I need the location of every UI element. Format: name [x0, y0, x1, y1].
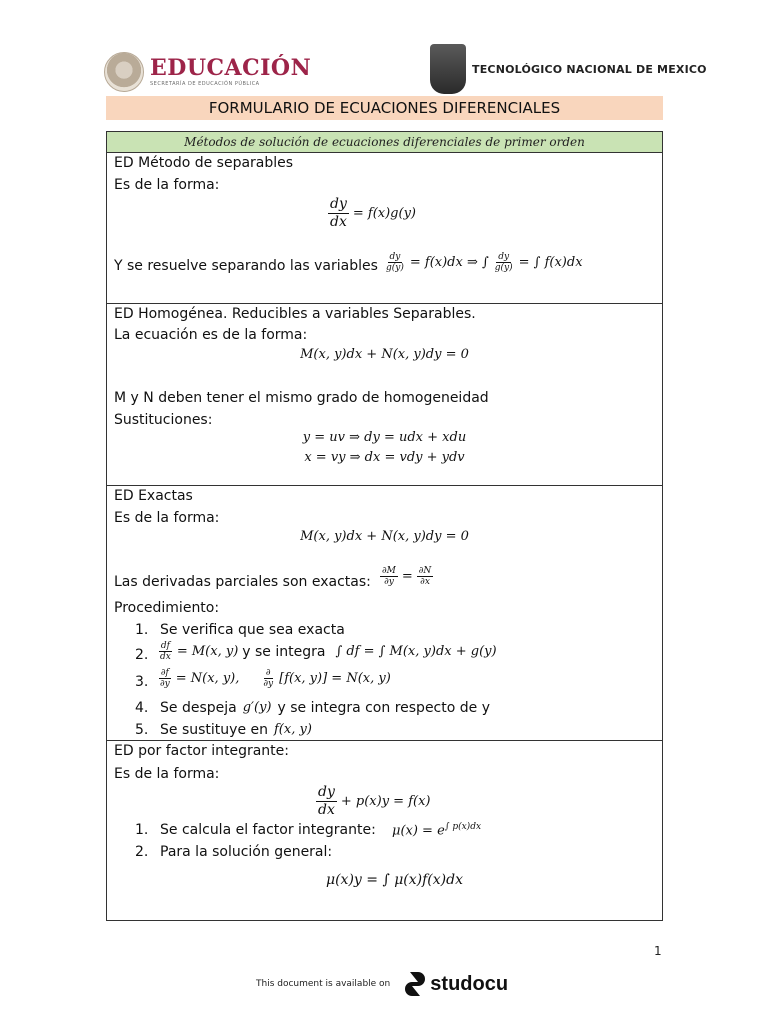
separables-form-label: Es de la forma: — [114, 177, 220, 193]
step-2-eq: = M(x, y) — [176, 644, 239, 659]
separables-heading: ED Método de separables — [114, 155, 294, 171]
fraction-denominator: ∂y — [160, 679, 170, 689]
equation-rhs: = f(x)g(y) — [352, 206, 416, 221]
page-number: 1 — [654, 944, 662, 958]
exactas-heading: ED Exactas — [114, 488, 193, 504]
dy-gy-fraction-2 — [493, 252, 515, 273]
dy-dx-fraction — [316, 784, 337, 819]
fraction-numerator: ∂N — [418, 566, 432, 576]
homogenea-form-label: La ecuación es de la forma: — [114, 327, 308, 343]
list-marker: 3. — [135, 674, 149, 690]
homogenea-subs-label: Sustituciones: — [114, 412, 213, 428]
fraction-numerator: dy — [318, 784, 335, 800]
substitution-2: x = vy ⇒ dx = vdy + ydv — [304, 450, 465, 465]
studocu-mark-icon — [404, 970, 426, 998]
factor-equation — [316, 784, 431, 819]
list-marker: 4. — [135, 700, 149, 716]
substitution-1: y = uv ⇒ dy = udx + xdu — [302, 430, 467, 445]
pM-py-fraction — [380, 566, 398, 587]
dy-gy-fraction — [384, 252, 406, 273]
fraction-numerator: ∂ — [265, 668, 271, 678]
studocu-logo[interactable] — [404, 970, 508, 998]
page-title: FORMULARIO DE ECUACIONES DIFERENCIALES — [106, 96, 663, 120]
exactas-equation: M(x, y)dx + N(x, y)dy = 0 — [300, 529, 469, 544]
step-4-math: g′(y) — [242, 700, 272, 715]
integrating-factor — [392, 822, 481, 838]
list-marker: 1. — [135, 822, 149, 838]
factor-form-label: Es de la forma: — [114, 766, 220, 782]
p-py-fraction — [261, 668, 275, 689]
sep-logo — [104, 52, 311, 92]
pf-py-fraction — [158, 668, 172, 689]
resolution-middle: = f(x)dx ⇒ ∫ — [409, 255, 489, 270]
fraction-denominator: g(y) — [386, 263, 404, 273]
homogenea-note: M y N deben tener el mismo grado de homogeneidad — [114, 390, 489, 406]
tecnm-brand: TECNOLÓGICO NACIONAL DE MEXICO — [472, 62, 707, 76]
fraction-denominator: ∂x — [420, 577, 430, 587]
step-5-text: Se sustituye en — [160, 722, 268, 738]
tecnm-emblem-icon — [430, 44, 466, 94]
fraction-denominator: g(y) — [494, 263, 513, 273]
fraction-denominator: ∂y — [263, 679, 274, 689]
list-marker: 1. — [135, 622, 149, 638]
procedure-label: Procedimiento: — [114, 600, 220, 616]
list-marker: 5. — [135, 722, 149, 738]
general-solution: μ(x)y = ∫ μ(x)f(x)dx — [326, 872, 463, 888]
separables-equation — [328, 196, 416, 231]
fraction-numerator: dy — [389, 252, 401, 262]
footer — [256, 970, 508, 998]
step-5-math: f(x, y) — [274, 722, 312, 737]
resolution-end: = ∫ f(x)dx — [518, 255, 583, 270]
pN-px-fraction — [417, 566, 434, 587]
exactas-form-label: Es de la forma: — [114, 510, 220, 526]
df-dx-fraction — [158, 641, 173, 662]
step-2-integral: ∫ df = ∫ M(x, y)dx + g(y) — [335, 644, 497, 659]
step-2 — [158, 641, 497, 662]
fraction-denominator: ∂y — [384, 577, 394, 587]
homogenea-heading: ED Homogénea. Reducibles a variables Separables. — [114, 306, 476, 322]
fraction-denominator: dx — [330, 214, 347, 230]
sep-brand: EDUCACIÓN — [150, 55, 312, 81]
list-marker: 2. — [135, 844, 149, 860]
factor-step-1: Se calcula el factor integrante: — [160, 822, 376, 838]
dy-dx-fraction — [328, 196, 349, 231]
equals-sign: = — [401, 569, 413, 584]
mu-base: μ(x) = e — [392, 823, 445, 839]
fraction-numerator: dy — [498, 252, 510, 262]
step-5 — [160, 720, 312, 740]
step-3-eq: = N(x, y), — [175, 671, 240, 686]
step-3-eq-2: [f(x, y)] = N(x, y) — [279, 671, 391, 686]
step-3 — [158, 668, 391, 689]
sep-subtitle: SECRETARÍA DE EDUCACIÓN PÚBLICA — [150, 81, 260, 87]
factor-step-2: Para la solución general: — [160, 844, 333, 860]
fraction-numerator: df — [160, 641, 170, 651]
fraction-denominator: dx — [318, 802, 335, 818]
equation-rhs: + p(x)y = f(x) — [340, 794, 431, 809]
homogenea-equation: M(x, y)dx + N(x, y)dy = 0 — [300, 347, 469, 362]
step-1: Se verifica que sea exacta — [160, 622, 345, 638]
seal-icon — [104, 52, 144, 92]
fraction-numerator: ∂f — [160, 668, 169, 678]
factor-heading: ED por factor integrante: — [114, 743, 289, 759]
list-marker: 2. — [135, 647, 149, 663]
step-4-text-2: y se integra con respecto de y — [277, 700, 490, 716]
separables-resolve-label: Y se resuelve separando las variables — [114, 258, 378, 274]
mu-exponent: ∫ p(x)dx — [444, 822, 482, 832]
step-4-text: Se despeja — [160, 700, 237, 716]
fraction-numerator: ∂M — [382, 566, 396, 576]
fraction-numerator: dy — [330, 196, 347, 212]
exactness-condition — [380, 566, 433, 587]
separables-resolution — [384, 252, 583, 273]
studocu-brand: studocu — [430, 972, 509, 995]
step-4 — [160, 698, 490, 718]
step-2-text: y se integra — [242, 643, 326, 660]
exactas-partials-label: Las derivadas parciales son exactas: — [114, 574, 371, 590]
tecnm-logo — [430, 44, 707, 94]
footer-availability-text: This document is available on — [256, 979, 391, 989]
fraction-denominator: dx — [160, 652, 171, 662]
table-subtitle: Métodos de solución de ecuaciones diferenciales de primer orden — [107, 132, 662, 153]
